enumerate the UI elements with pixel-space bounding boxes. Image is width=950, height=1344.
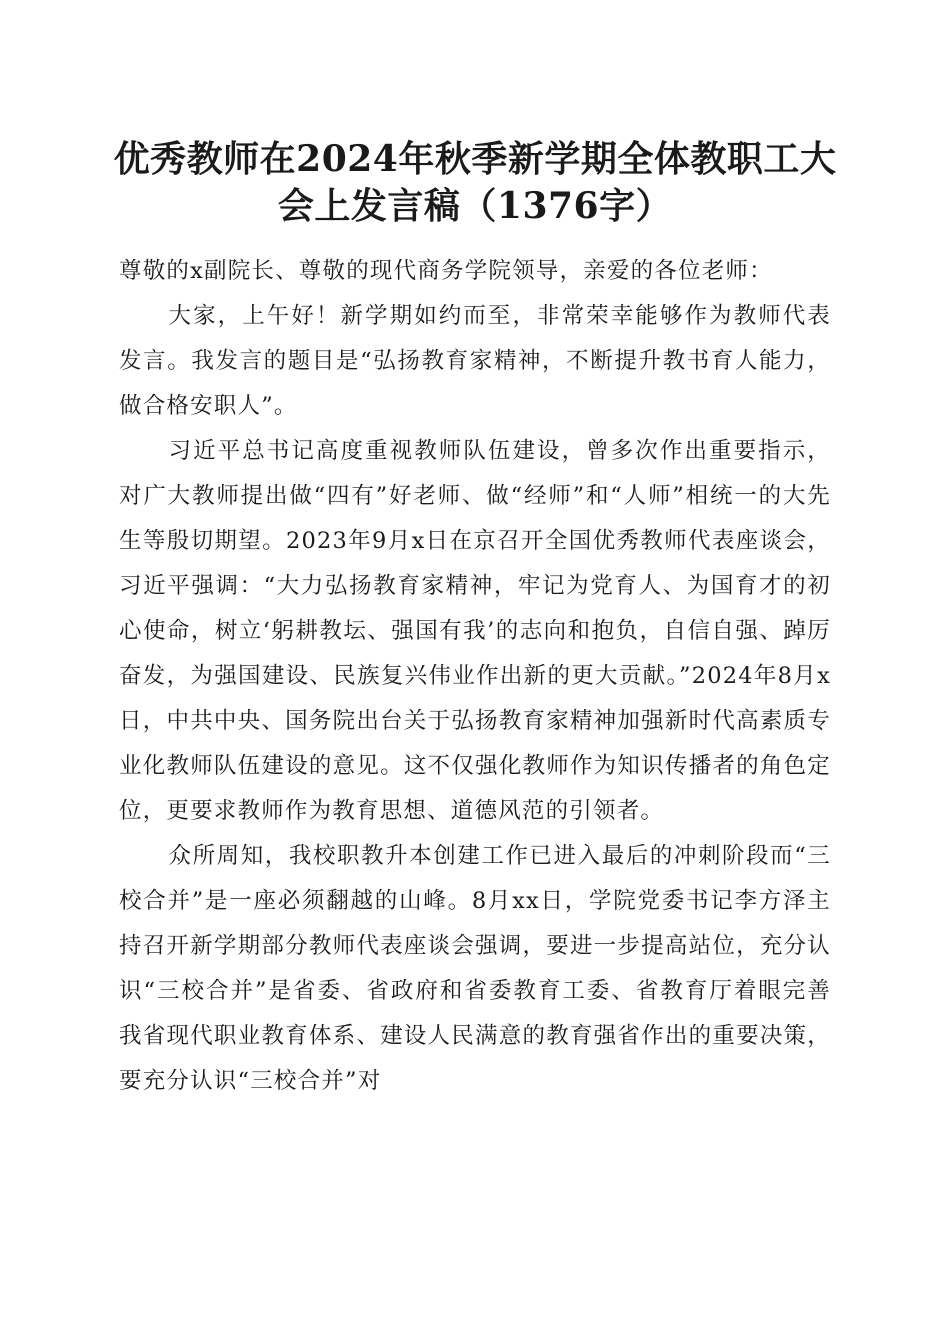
salutation: 尊敬的x副院长、尊敬的现代商务学院领导，亲爱的各位老师： [119,258,773,284]
title-line-2: 会上发言稿（1376字） [277,185,673,227]
paragraph-background: 习近平总书记高度重视教师队伍建设，曾多次作出重要指示，对广大教师提出做“四有”好老师、做“经师”和“人师”相统一的大先生等殷切期望。2023年9月x日在京召开全国优秀教师代表座谈会，习近平强调：“大力弘扬教育家精神，牢记为党育人、为国育才的初心使命，树立‘躬耕教坛、强国有我’的志向和抱负，自信自强、踔厉奋发，为强国建设、民族复兴伟业作出新的更大贡献。”2024年8月x日，中共中央、国务院出台关于弘扬教育家精神加强新时代高素质专业化教师队伍建设的意见。这不仅强化教师作为知识传播者的角色定位，更要求教师作为教育思想、道德风范的引领者。 [119,438,831,824]
page-title [100,136,850,230]
document-body [119,249,831,1104]
paragraph-greeting: 大家，上午好！新学期如约而至，非常荣幸能够作为教师代表发言。我发言的题目是“弘扬教育家精神，不断提升教书育人能力，做合格安职人”。 [119,303,831,419]
paragraph-merger: 众所周知，我校职教升本创建工作已进入最后的冲刺阶段而“三校合并”是一座必须翻越的山峰。8月xx日，学院党委书记李方泽主持召开新学期部分教师代表座谈会强调，要进一步提高站位，充分认识“三校合并”是省委、省政府和省委教育工委、省教育厅着眼完善我省现代职业教育体系、建设人民满意的教育强省作出的重要决策，要充分认识“三校合并”对 [119,843,831,1094]
title-line-1: 优秀教师在2024年秋季新学期全体教职工大 [113,138,837,180]
